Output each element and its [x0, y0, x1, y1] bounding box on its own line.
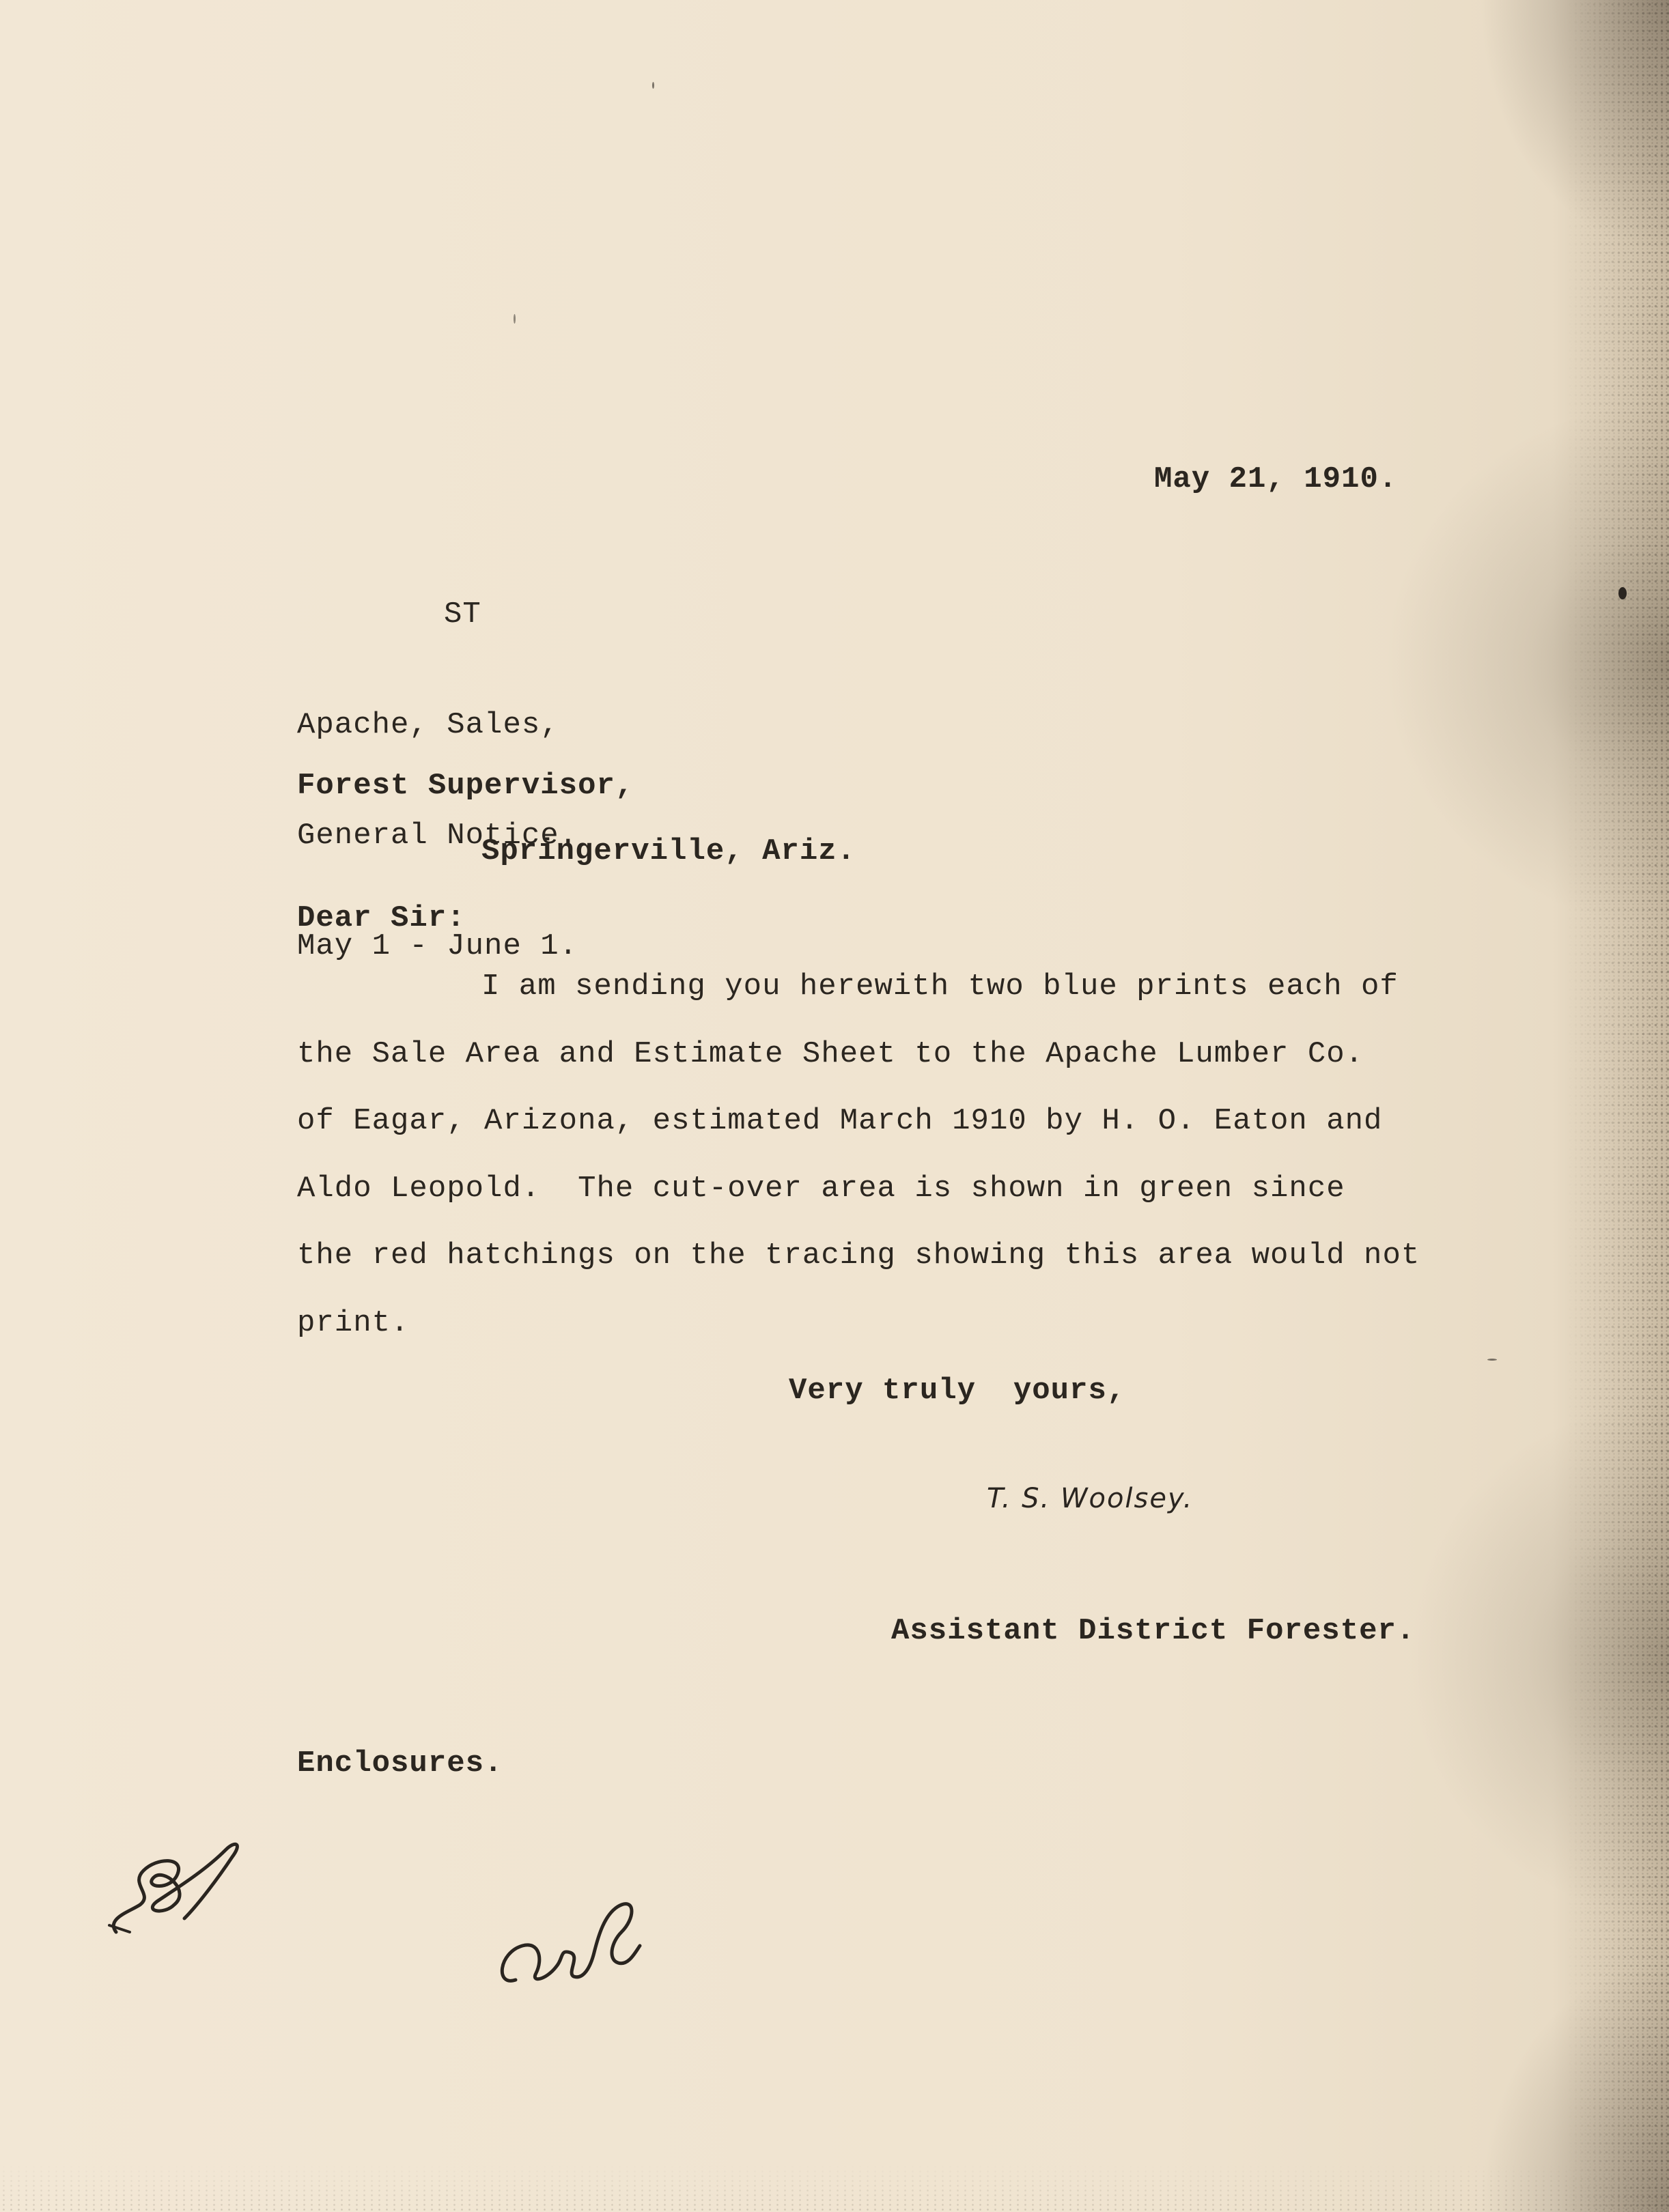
addressee: Forest Supervisor, — [297, 769, 634, 803]
enclosures-note: Enclosures. — [297, 1746, 503, 1781]
body-line: the red hatchings on the tracing showing this area would not — [297, 1238, 1420, 1273]
body-line: of Eagar, Arizona, estimated March 1910 by H. O. Eaton and — [297, 1104, 1383, 1138]
body-line: the Sale Area and Estimate Sheet to the Apache Lumber Co. — [297, 1037, 1364, 1071]
reference-line: Apache, Sales, — [297, 708, 559, 742]
handwritten-initials-left — [89, 1830, 266, 1939]
letter-date: May 21, 1910. — [1154, 462, 1398, 496]
ink-speck — [1618, 587, 1627, 599]
signature: T. S. Woolsey. — [987, 1483, 1194, 1514]
ink-speck — [1487, 1359, 1497, 1361]
signer-title: Assistant District Forester. — [891, 1614, 1416, 1648]
addressee-city: Springerville, Ariz. — [481, 834, 856, 868]
salutation: Dear Sir: — [297, 901, 466, 935]
ink-speck — [652, 82, 654, 89]
paper-edge-wear — [1567, 0, 1669, 2212]
reference-code: ST — [444, 597, 481, 632]
reference-line: General Notice. — [297, 819, 578, 853]
reference-line: May 1 - June 1. — [297, 929, 578, 963]
body-line: Aldo Leopold. The cut-over area is shown in green since — [297, 1172, 1345, 1206]
handwritten-initials-right — [488, 1884, 666, 2000]
paper-bottom-wear — [0, 2164, 1669, 2212]
body-line: print. — [297, 1306, 410, 1340]
body-line: I am sending you herewith two blue prints each of — [481, 969, 1399, 1004]
closing: Very truly yours, — [789, 1374, 1126, 1408]
ink-speck — [514, 314, 516, 324]
